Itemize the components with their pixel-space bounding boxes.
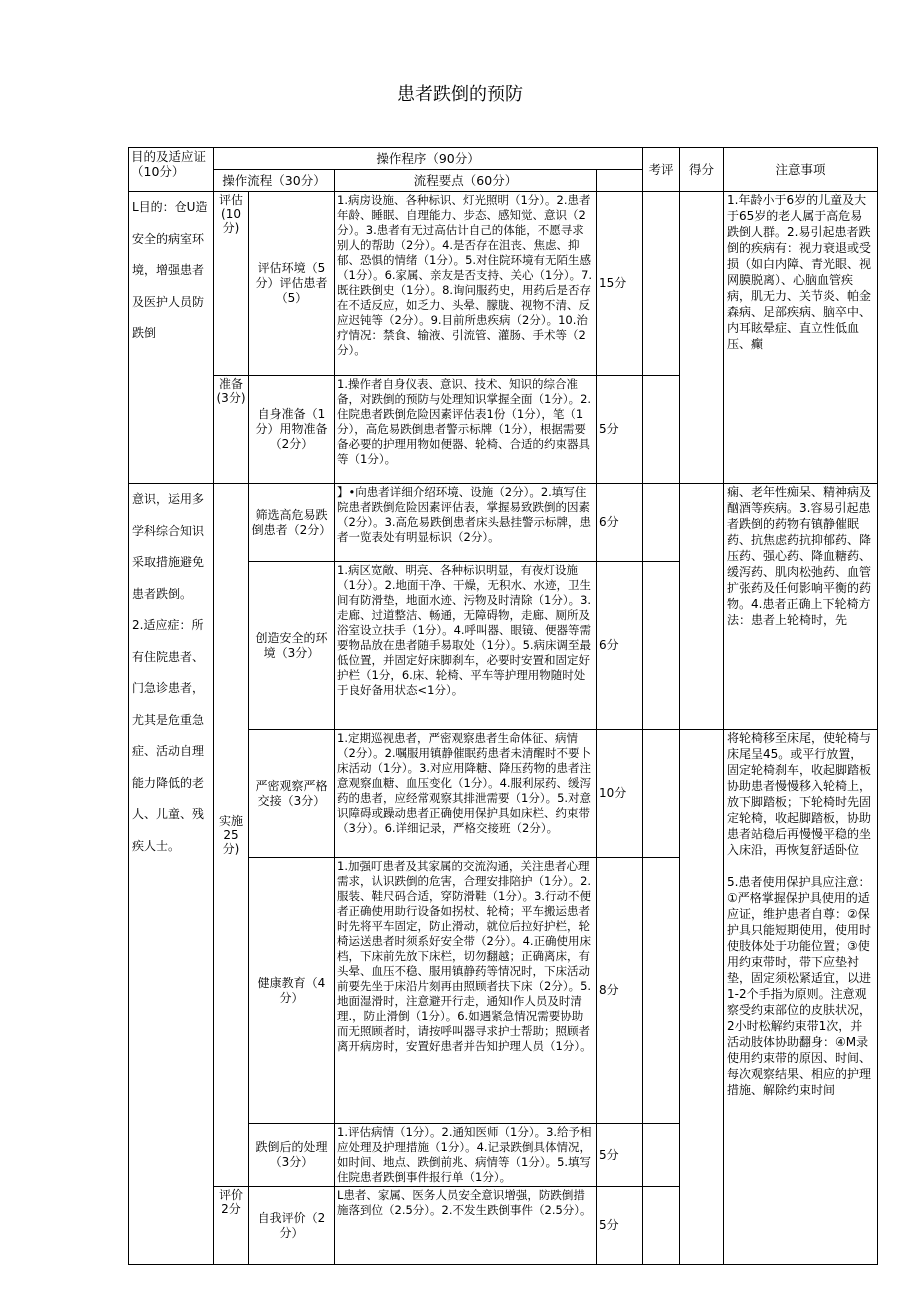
score-screen — [643, 484, 680, 562]
header-points: 流程要点（60分） — [335, 170, 597, 192]
header-score: 得分 — [680, 148, 724, 192]
process-assess: 评估环境（5分）评估患者（5） — [249, 192, 335, 376]
purpose-text-1: L目的：仓U造安全的病室环境，增强患者及医护人员防跌倒 — [129, 192, 214, 484]
header-notes: 注意事项 — [724, 148, 878, 192]
score-prepare — [643, 376, 680, 484]
process-evaluate: 自我评价（2分） — [249, 1187, 335, 1265]
exam-observe: 10分 — [597, 730, 643, 858]
score-after-fall — [643, 1124, 680, 1187]
score-blank-1 — [680, 192, 724, 484]
header-purpose: 目的及适应证（10分） — [129, 148, 214, 192]
stage-assess: 评估(10分) — [214, 192, 249, 376]
points-observe: 1.定期巡视患者，严密观察患者生命体征、病情（2分）。2.嘱服用镇静催眠药患者未清醒时不要卜床活动（1分）。3.对应用降糖、降压药物的患者注意观察血糖、血压变化（1分）。4.服利尿药、缓泻药的患者，应经常观察其排泄需要（1分）。5.对意识障碍或躁动患者正确使用保护具如床栏、约束带（3分）。6.详细记录，严格交接班（2分）。 — [335, 730, 597, 858]
stage-implement: 实施25分) — [214, 484, 249, 1187]
notes-1: 1.年龄小于6岁的儿童及大于65岁的老人属于高危易跌倒人群。2.易引起患者跌倒的疾病有：视力衰退或受损（如白内障、青光眼、视网膜脱离）、心脑血管疾病，肌无力、关节炎、帕金森病、足部疾病、脑卒中、内耳眩晕症、直立性低血压、癫 — [724, 192, 878, 484]
stage-evaluate: 评价2分 — [214, 1187, 249, 1265]
score-evaluate — [643, 1187, 680, 1265]
score-observe — [643, 730, 680, 858]
exam-education: 8分 — [597, 858, 643, 1124]
notes-3 — [724, 730, 878, 1265]
points-evaluate: L患者、家属、医务人员安全意识增强，防跌倒措施落到位（2.5分）。2.不发生跌倒事件（2.5分）。 — [335, 1187, 597, 1265]
exam-assess: 15分 — [597, 192, 643, 376]
notes-2: 痫、老年性痴呆、精神病及酗酒等疾病。3.容易引起患者跌倒的药物有镇静催眠药、抗焦虑药抗抑郁药、降压药、强心药、降血糖药、缓泻药、肌肉松弛药、血管扩张药及任何影响平衡的药物。4.患者正确上下轮椅方法：患者上轮椅时，先 — [724, 484, 878, 730]
page-title: 患者跌倒的预防 — [397, 84, 523, 105]
exam-screen: 6分 — [597, 484, 643, 562]
points-screen: 】•向患者详细介绍环境、设施（2分）。2.填写住院患者跌倒危险因素评估表，掌握易致跌倒的因素（2分）。3.高危易跌倒患者床头悬挂警示标牌，患者一览表处有明显标识（2分）。 — [335, 484, 597, 562]
header-exam: 考评 — [643, 148, 680, 192]
process-prepare: 自身准备（1分）用物准备（2分） — [249, 376, 335, 484]
process-education: 健康教育（4分） — [249, 858, 335, 1124]
stage-prepare: 准备(3分) — [214, 376, 249, 484]
points-assess: 1.病房设施、各种标识、灯光照明（1分）。2.患者年龄、睡眠、自理能力、步态、感知觉、意识（2分）。3.患者有无过高估计自己的体能，不愿寻求别人的帮助（2分）。4.是否存在沮丧、焦虑、抑郁、恐惧的情绪（1分）。5.对住院环境有无陌生感（1分）。6.家属、亲友是否支持、关心（1分）。7.既往跌倒史（1分）。8.询问服药史，用药后是否存在不适反应，如乏力、头晕、朦胧、视物不清、反应迟钝等（2分）。9.目前所患疾病（2分）。10.治疗情况：禁食、输液、引流管、灌肠、手术等（2分）。 — [335, 192, 597, 376]
process-observe: 严密观察严格交接（3分） — [249, 730, 335, 858]
points-environment: 1.病区宽敞、明亮、各种标识明显，有夜灯设施（1分）。2.地面干净、干燥，无积水、水迹，卫生间有防滑垫，地面水迹、污物及时清除（1分）。3.走廊、过道整洁、畅通，无障碍物，走廊、厕所及浴室设立扶手（1分）。4.呼叫器、眼镜、便器等需要物品放在患者随手易取处（1分）。5.病床调至最低位置，并固定好床脚刹车，必要时安置和固定好护栏（1分，6.床、轮椅、平车等护理用物随时处于良好备用状态<1分）。 — [335, 562, 597, 730]
process-screen: 筛选高危易跌倒患者（2分） — [249, 484, 335, 562]
score-environment — [643, 562, 680, 730]
header-process: 操作流程（30分） — [214, 170, 335, 192]
process-environment: 创造安全的环境（3分） — [249, 562, 335, 730]
notes-spacer — [727, 858, 874, 874]
process-after-fall: 跌倒后的处理（3分） — [249, 1124, 335, 1187]
score-blank-3 — [680, 730, 724, 1265]
points-prepare: 1.操作者自身仪表、意识、技术、知识的综合准备，对跌倒的预防与处理知识掌握全面（1分）。2.住院患者跌倒危险因素评估表1份（1分），笔（1分），高危易跌倒患者警示标牌（1分），根据需要备必要的护理用物如便器、轮椅、合适的约束器具等（1分）。 — [335, 376, 597, 484]
notes-3-text: 将轮椅移至床尾，使轮椅与床尾呈45。或平行放置，固定轮椅刹车，收起脚踏板协助患者慢慢移入轮椅上，放下脚踏板；下轮椅时先固定轮椅，收起脚踏板，协助患者站稳后再慢慢平稳的坐入床沿，再恢复舒适卧位 — [727, 731, 872, 857]
exam-after-fall: 5分 — [597, 1124, 643, 1187]
header-operation: 操作程序（90分） — [214, 148, 643, 170]
score-education — [643, 858, 680, 1124]
exam-prepare: 5分 — [597, 376, 643, 484]
procedure-table — [128, 147, 878, 1265]
points-education: 1.加强叮患者及其家属的交流沟通，关注患者心理需求，认识跌倒的危害，合理安排陪护（1分）。2.服装、鞋尺码合适，穿防滑鞋（1分）。3.行动不便者正确使用助行设备如拐杖、轮椅；平车搬运患者时先将平车固定，防止滑动，就位后拉好护栏，轮椅运送患者时须系好安全带（2分）。4.正确使用床档，下床前先放下床栏，切勿翻越；正确离床，有头晕、血压不稳、服用镇静药等情况时，下床活动前要先坐于床沿片刻再由照顾者扶下床（2分）。5.地面湿滑时，注意避开行走，通知I作人员及时清理.，防止滑倒（1分）。6.如遇紧急情况需要协助而无照顾者时，请按呼叫器寻求护士帮助；照顾者离开病房时，安置好患者并告知护理人员（1分）。 — [335, 858, 597, 1124]
score-assess — [643, 192, 680, 376]
exam-environment: 6分 — [597, 562, 643, 730]
purpose-para-2: 意识，运用多学科综合知识采取措施避免患者跌倒。 — [132, 492, 205, 601]
score-blank-2 — [680, 484, 724, 730]
notes-4-text: 5.患者使用保护具应注意：①严格掌握保护具使用的适应证，维护患者自尊：②保护具只能短期使用，使用时使肢体处于功能位置；③使用约束带时，带下应垫衬垫，固定须松紧适宜，以进1-2个手指为原则。注意观察受约束部位的皮肤状况，2小时松解约束带1次，并活动肢体协助翻身：④M录使用约束带的原因、时间、每次观察结果、相应的护理措施、解除约束时间 — [727, 875, 872, 1097]
purpose-para-3: 2.适应症：所有住院患者、门急诊患者，尤其是危重急症、活动自理能力降低的老人、儿童、残疾人士。 — [132, 618, 205, 853]
points-after-fall: 1.评估病情（1分）。2.通知医师（1分）。3.给予相应处理及护理措施（1分）。4.记录跌倒具体情况，如时间、地点、跌倒前兆、病情等（1分）。5.填写住院患者跌倒事件报行单（1分）。 — [335, 1124, 597, 1187]
purpose-text-2 — [129, 484, 214, 1265]
header-exam-blank — [597, 170, 643, 192]
exam-evaluate: 5分 — [597, 1187, 643, 1265]
